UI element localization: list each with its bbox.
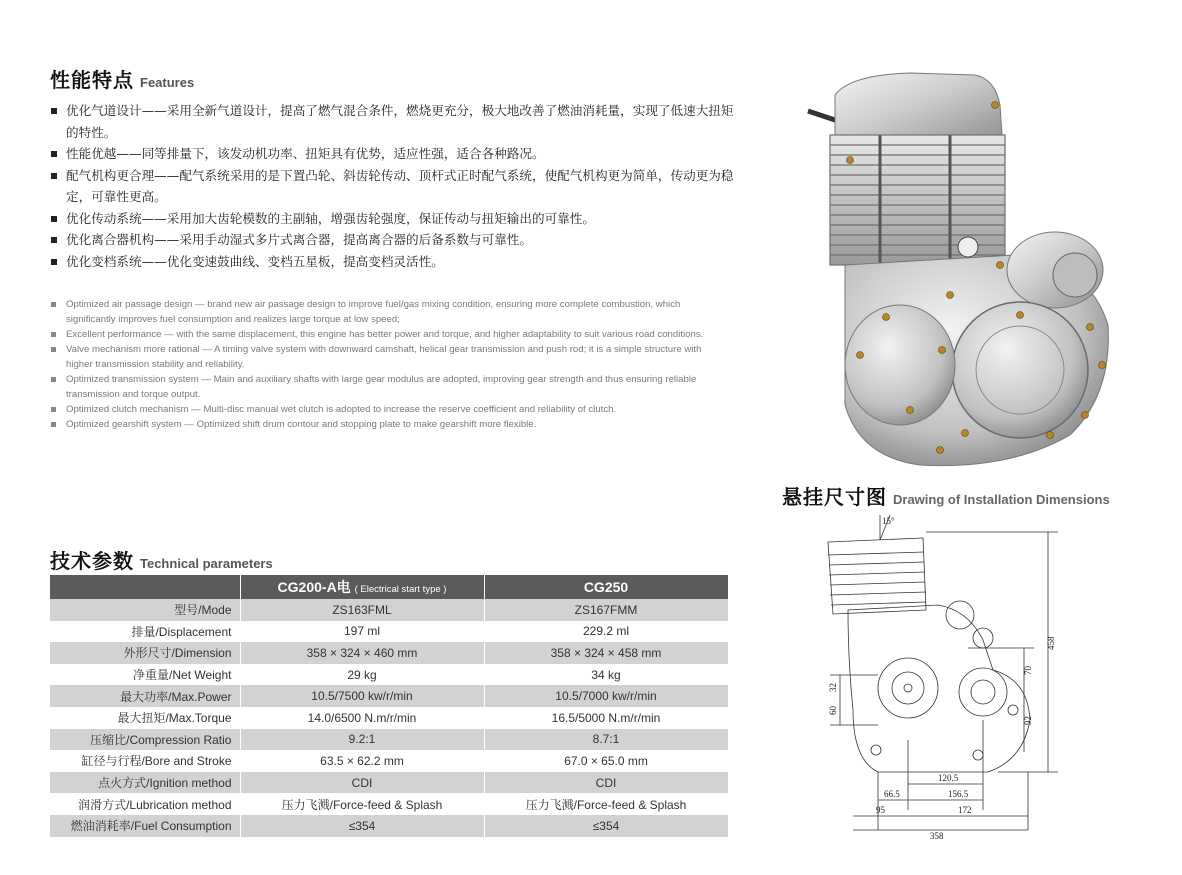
- feature-text: 优化离合器机构——采用手动湿式多片式离合器，提高离合器的后备系数与可靠性。: [66, 232, 532, 247]
- spec-value-2: 压力飞溅/Force-feed & Splash: [484, 793, 728, 815]
- bullet-square-icon: [51, 347, 56, 352]
- bullet-square-icon: [51, 151, 57, 157]
- dim-label-70: 70: [1023, 666, 1033, 675]
- spec-value-2: CDI: [484, 772, 728, 794]
- feature-item-en: [50, 372, 726, 402]
- feature-text: 优化传动系统——采用加大齿轮模数的主副轴，增强齿轮强度，保证传动与扭矩输出的可靠性。: [66, 210, 595, 226]
- spec-label: 排量/Displacement: [50, 621, 240, 643]
- features-title-cn: 性能特点: [50, 68, 134, 92]
- spec-value-1: 10.5/7500 kw/r/min: [240, 685, 484, 707]
- spec-value-2: ZS167FMM: [484, 599, 728, 621]
- spec-value-2: 229.2 ml: [484, 621, 728, 643]
- features-list-cn: [50, 100, 740, 272]
- spec-value-1: CDI: [240, 772, 484, 794]
- spec-value-1: 压力飞溅/Force-feed & Splash: [240, 793, 484, 815]
- spec-header-row: [50, 575, 728, 599]
- feature-text: Valve mechanism more rational — A timing valve system with downward camshaft, helical gear transmission and push rod; it is a simple structure with higher transmission stability and reliability.: [66, 344, 702, 370]
- spec-label: 润滑方式/Lubrication method: [50, 793, 240, 815]
- spec-value-1: 9.2:1: [240, 729, 484, 751]
- feature-text: 性能优越——同等排量下，该发动机功率、扭矩具有优势，适应性强，适合各种路况。: [66, 146, 545, 161]
- bullet-square-icon: [51, 422, 56, 427]
- features-heading: [50, 64, 194, 93]
- spec-value-2: 10.5/7000 kw/r/min: [484, 685, 728, 707]
- spec-value-1: ≤354: [240, 815, 484, 837]
- feature-text: Optimized air passage design — brand new air passage design to improve fuel/gas mixing condition, ensuring more complete combustion, which significantly improves fuel consumption and realizes large torque at low speed;: [66, 299, 681, 325]
- spec-row: [50, 621, 728, 643]
- spec-row: [50, 599, 728, 621]
- dim-label-32: 32: [828, 683, 838, 692]
- dim-label-95: 95: [876, 805, 885, 815]
- feature-item-en: [50, 342, 726, 372]
- dim-label-358: 358: [930, 831, 944, 840]
- bullet-square-icon: [51, 216, 57, 222]
- feature-item-en: [50, 417, 726, 432]
- starter-cap: [1053, 253, 1097, 297]
- feature-text: 优化气道设计——采用全新气道设计，提高了燃气混合条件，燃烧更充分，极大地改善了燃油消耗量，实现了低速大扭矩的特性。: [66, 103, 734, 140]
- spec-value-2: 358 × 324 × 458 mm: [484, 642, 728, 664]
- feature-text: 配气机构更合理——配气系统采用的是下置凸轮、斜齿轮传动、顶杆式正时配气系统，使配气机构更为简单，传动更为稳定，可靠性更高。: [66, 167, 734, 204]
- feature-item-cn: [50, 229, 740, 251]
- installation-heading: [782, 481, 1110, 510]
- spec-value-2: 67.0 × 65.0 mm: [484, 750, 728, 772]
- spec-label: 型号/Mode: [50, 599, 240, 621]
- gauge-icon: [958, 237, 978, 257]
- bullet-square-icon: [51, 407, 56, 412]
- feature-item-en: [50, 402, 726, 417]
- tech-title-cn: 技术参数: [50, 549, 134, 573]
- spec-row: [50, 664, 728, 686]
- feature-item-cn: [50, 100, 740, 143]
- spec-header-model2: [484, 575, 728, 599]
- feature-item-en: [50, 327, 726, 342]
- feature-item-cn: [50, 143, 740, 165]
- feature-item-cn: [50, 208, 740, 230]
- dim-label-66-5: 66.5: [884, 789, 900, 799]
- spec-label: 净重量/Net Weight: [50, 664, 240, 686]
- engine-photo: [790, 65, 1130, 475]
- spec-header-blank: [50, 575, 240, 599]
- spec-value-1: 29 kg: [240, 664, 484, 686]
- engine-outline: [828, 538, 1030, 772]
- dim-label-92: 92: [1023, 716, 1033, 725]
- spec-value-1: 197 ml: [240, 621, 484, 643]
- bullet-square-icon: [51, 377, 56, 382]
- bullet-square-icon: [51, 259, 57, 265]
- features-list-en: [50, 297, 726, 432]
- installation-drawing: [818, 510, 1080, 840]
- feature-text: Optimized transmission system — Main and auxiliary shafts with large gear modulus are adopted, improving gear strength and thus ensuring reliable transmission and torque output.: [66, 374, 697, 400]
- spec-value-2: ≤354: [484, 815, 728, 837]
- spec-label: 最大扭矩/Max.Torque: [50, 707, 240, 729]
- spec-header-model1: [240, 575, 484, 599]
- feature-text: 优化变档系统——优化变速鼓曲线、变档五星板，提高变档灵活性。: [66, 253, 444, 269]
- spec-value-2: 34 kg: [484, 664, 728, 686]
- installation-title-cn: 悬挂尺寸图: [782, 485, 887, 509]
- bullet-square-icon: [51, 332, 56, 337]
- spec-value-1: 63.5 × 62.2 mm: [240, 750, 484, 772]
- dim-label-60: 60: [828, 706, 838, 715]
- spec-value-2: 16.5/5000 N.m/r/min: [484, 707, 728, 729]
- dim-label-172: 172: [958, 805, 972, 815]
- bullet-square-icon: [51, 302, 56, 307]
- feature-item-en: [50, 297, 726, 327]
- dim-label-height: 458: [1046, 636, 1056, 650]
- spec-label: 缸径与行程/Bore and Stroke: [50, 750, 240, 772]
- feature-text: Excellent performance — with the same displacement, this engine has better power and torque, and higher adaptability to suit various road conditions.: [66, 329, 704, 340]
- model1-name: CG200-A电: [277, 579, 351, 595]
- feature-item-cn: [50, 165, 740, 208]
- clutch-cover: [952, 302, 1088, 438]
- spec-row: [50, 815, 728, 837]
- spec-label: 外形尺寸/Dimension: [50, 642, 240, 664]
- installation-title-en: Drawing of Installation Dimensions: [893, 492, 1110, 507]
- bullet-square-icon: [51, 237, 57, 243]
- spec-label: 燃油消耗率/Fuel Consumption: [50, 815, 240, 837]
- feature-text: Optimized clutch mechanism — Multi-disc manual wet clutch is adopted to increase the reserve coefficient and reliability of clutch.: [66, 404, 617, 415]
- model1-note: ( Electrical start type ): [354, 584, 447, 595]
- features-title-en: Features: [140, 75, 195, 90]
- cylinder-fins: [830, 135, 1005, 265]
- spec-table: [50, 575, 729, 837]
- valve-cover: [835, 73, 1002, 143]
- feature-text: Optimized gearshift system — Optimized shift drum contour and stopping plate to make gearshift more flexible.: [66, 419, 537, 430]
- model2-name: CG250: [583, 579, 629, 595]
- spec-row: [50, 685, 728, 707]
- spec-value-1: ZS163FML: [240, 599, 484, 621]
- dim-label-120-5: 120.5: [938, 773, 959, 783]
- bullet-square-icon: [51, 108, 57, 114]
- spec-row: [50, 750, 728, 772]
- spec-row: [50, 729, 728, 751]
- spec-label: 压缩比/Compression Ratio: [50, 729, 240, 751]
- bullet-square-icon: [51, 173, 57, 179]
- spec-value-1: 358 × 324 × 460 mm: [240, 642, 484, 664]
- angle-label: 15°: [882, 516, 895, 526]
- spec-row: [50, 772, 728, 794]
- spec-value-2: 8.7:1: [484, 729, 728, 751]
- dim-label-156-5: 156.5: [948, 789, 969, 799]
- spec-row: [50, 793, 728, 815]
- tech-heading: [50, 545, 273, 574]
- left-cover: [845, 305, 955, 425]
- spec-value-1: 14.0/6500 N.m/r/min: [240, 707, 484, 729]
- spec-row: [50, 707, 728, 729]
- spec-label: 最大功率/Max.Power: [50, 685, 240, 707]
- lever: [808, 111, 838, 121]
- spec-label: 点火方式/Ignition method: [50, 772, 240, 794]
- tech-title-en: Technical parameters: [140, 556, 273, 571]
- spec-row: [50, 642, 728, 664]
- feature-item-cn: [50, 251, 740, 273]
